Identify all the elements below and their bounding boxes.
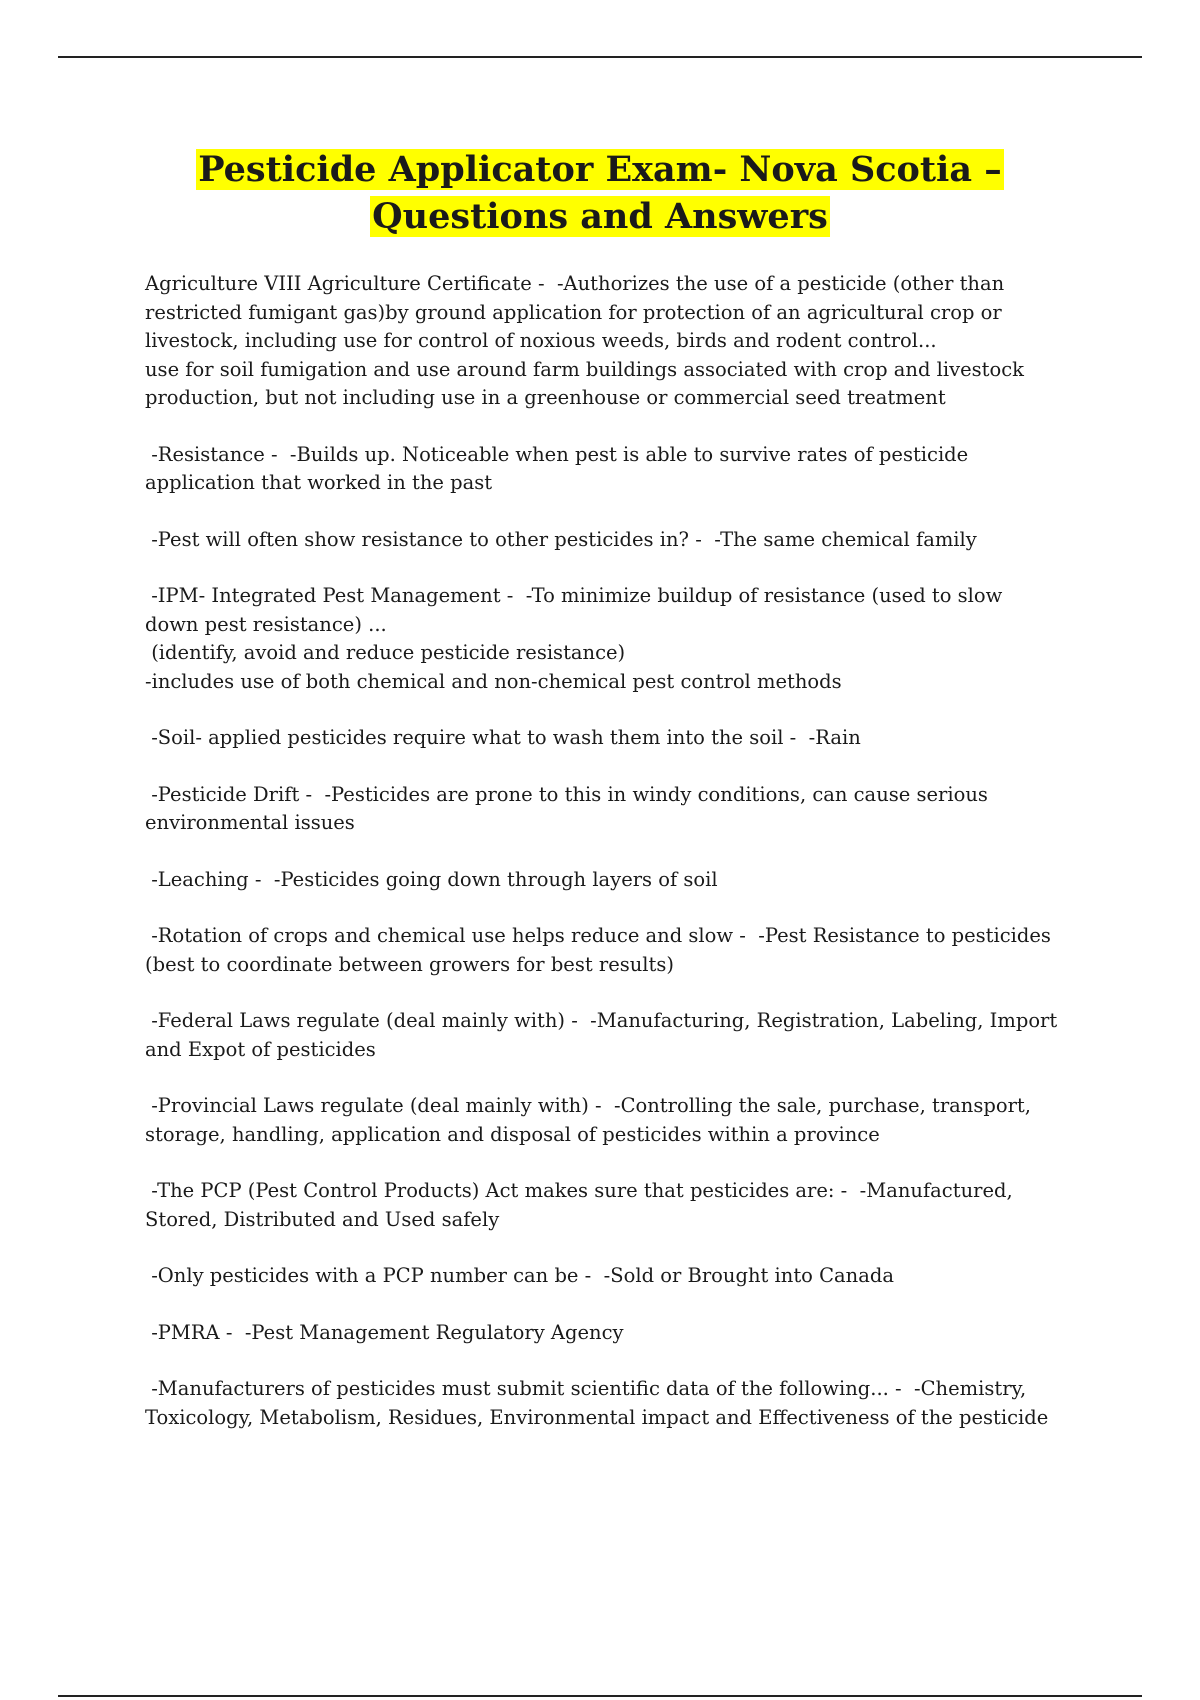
qa-entry-line: -Pest will often show resistance to other pesticides in? - -The same chemical family [145, 527, 977, 551]
qa-entry [145, 1319, 1095, 1348]
qa-entry-line: use for soil fumigation and use around farm buildings associated with crop and livestock [145, 357, 1024, 381]
qa-entry-line: -Leaching - -Pesticides going down through layers of soil [145, 867, 718, 891]
qa-entry [145, 526, 1095, 555]
qa-entry [145, 781, 1095, 838]
qa-entry [145, 582, 1095, 696]
qa-entry-line: environmental issues [145, 811, 355, 834]
qa-entry-line: -Resistance - -Builds up. Noticeable when pest is able to survive rates of pesticide [145, 442, 969, 466]
qa-entry [145, 1262, 1095, 1291]
qa-entry [145, 441, 1095, 498]
qa-entry-line: livestock, including use for control of noxious weeds, birds and rodent control... [145, 329, 937, 352]
qa-entry [145, 724, 1095, 753]
qa-entry-line: -Provincial Laws regulate (deal mainly with) - -Controlling the sale, purchase, transport, [145, 1094, 1031, 1117]
qa-entry-line: -PMRA - -Pest Management Regulatory Agency [145, 1320, 624, 1344]
qa-entry-line: Stored, Distributed and Used safely [145, 1207, 500, 1231]
qa-entry [145, 1007, 1095, 1064]
qa-entry-line: -Federal Laws regulate (deal mainly with) - -Manufacturing, Registration, Labeling, Import [145, 1009, 1058, 1032]
document-body [145, 270, 1095, 1460]
qa-entry-line: production, but not including use in a greenhouse or commercial seed treatment [145, 386, 946, 409]
qa-entry-line: (identify, avoid and reduce pesticide resistance) [145, 641, 626, 664]
qa-entry-line: down pest resistance) ... [145, 612, 387, 636]
document-title-line-1: Pesticide Applicator Exam- Nova Scotia – [198, 149, 1002, 190]
qa-entry-line: -includes use of both chemical and non-chemical pest control methods [145, 669, 842, 693]
qa-entry-line: storage, handling, application and disposal of pesticides within a province [145, 1122, 880, 1146]
footer-rule [58, 1695, 1142, 1697]
qa-entry-line: application that worked in the past [145, 471, 493, 494]
qa-entry-line: -Soil- applied pesticides require what to wash them into the soil - -Rain [145, 726, 861, 749]
qa-entry-line: -Only pesticides with a PCP number can be - -Sold or Brought into Canada [145, 1264, 894, 1287]
qa-entry-line: Toxicology, Metabolism, Residues, Environmental impact and Effectiveness of the pesticide [145, 1405, 1049, 1429]
qa-entry [145, 270, 1095, 413]
qa-entry [145, 1177, 1095, 1234]
qa-entry-line: restricted fumigant gas)by ground application for protection of an agricultural crop or [145, 300, 1002, 324]
qa-entry [145, 922, 1095, 979]
header-rule [58, 56, 1142, 58]
document-title-line-2: Questions and Answers [372, 196, 828, 237]
qa-entry-line: -Manufacturers of pesticides must submit scientific data of the following... - -Chemistry, [145, 1377, 1027, 1400]
qa-entry-line: (best to coordinate between growers for best results) [145, 952, 674, 976]
qa-entry-line: -IPM- Integrated Pest Management - -To minimize buildup of resistance (used to slow [145, 584, 1003, 607]
qa-entry [145, 1092, 1095, 1149]
qa-entry-line: -Pesticide Drift - -Pesticides are prone to this in windy conditions, can cause serious [145, 782, 988, 806]
qa-entry [145, 866, 1095, 895]
qa-entry-line: -The PCP (Pest Control Products) Act makes sure that pesticides are: - -Manufactured, [145, 1179, 1013, 1202]
qa-entry-line: and Expot of pesticides [145, 1037, 376, 1061]
qa-entry [145, 1375, 1095, 1432]
qa-entry-line: Agriculture VIII Agriculture Certificate - -Authorizes the use of a pesticide (other than [145, 272, 1005, 295]
qa-entry-line: -Rotation of crops and chemical use helps reduce and slow - -Pest Resistance to pesticides [145, 924, 1051, 947]
document-title [0, 146, 1200, 240]
